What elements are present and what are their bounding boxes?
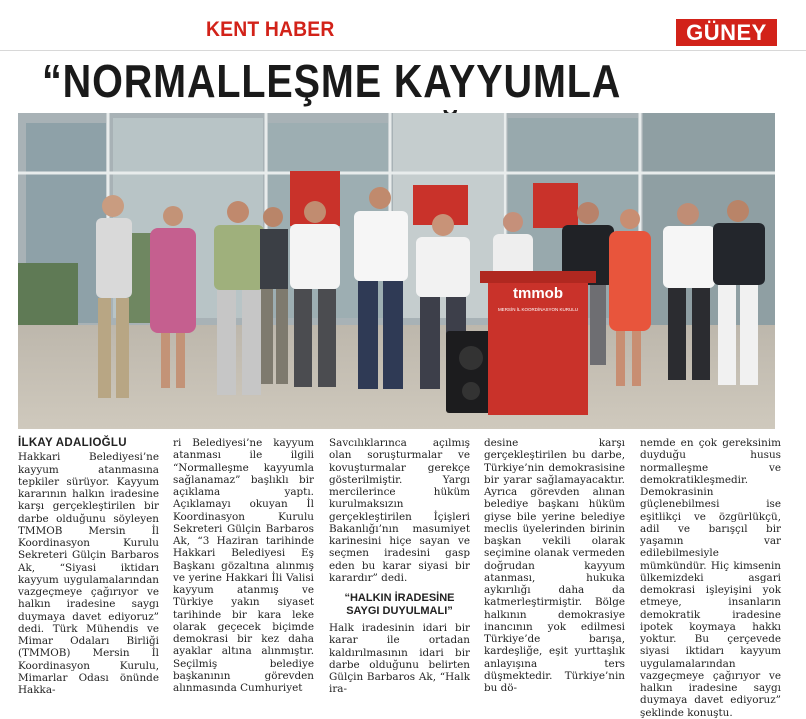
column-2-text: ri Belediyesi’ne kayyum atanması ile ilgili “Normalleşme kayyumla sağlanamaz” başlıklı bir açıklama yaptı. Açıklamayı okuyan İl Koordinasyon Kurulu Sekreteri Gülçin Barbaros Ak, “3 Haziran tarihinde Hakkari Belediyesi Eş Başkanı gözaltına alınmış ve yerine Hakkari İli Valisi kayyum atanmış ve Türkiye yakın siyaset tarihinde bir kara leke olarak geçecek biçimde demokrasi bir kez daha ayaklar altına alınmıştır. Seçilmiş belediye başkanının görevden alınmasında Cumhuriyet xyxy=(173,437,314,694)
headline-line-1: “NORMALLEŞME KAYYUMLA xyxy=(42,55,622,107)
tmmob-podium xyxy=(480,271,596,415)
article-column-2 xyxy=(173,437,314,694)
article-column-1 xyxy=(18,437,159,696)
column-5-text: nemde en çok gereksinim duyduğu husus normalleşme ve demokratikleşmedir. Demokrasinin güçlenebilmesi ise eşitlikçi ve özgürlükçü, adil ve barışçıl bir yaşamın var edilebilmesiyle mümkündür. Hiç kimsenin ülkemizdeki asgari demokrasi işleyişini yok etmeye, insanların demokratik iradesine ipotek koymaya hakkı yoktur. Bu çerçevede siyasi iktidarı kayyum uygulamalarından vazgeçmeye çağırıyor ve halkın iradesine saygı duymaya davet ediyoruz” şeklinde konuştu. xyxy=(640,437,781,719)
byline: İLKAY ADALIOĞLU xyxy=(18,437,127,449)
press-statement-photo xyxy=(18,113,775,429)
column-3b-text: Halk iradesinin idari bir karar ile ortadan kaldırılmasının idari bir darbe olduğunu belirten Gülçin Barbaros Ak, “Halk ira- xyxy=(329,622,470,696)
column-1-text: Hakkari Belediyesi’ne kayyum atanmasına tepkiler sürüyor. Kayyum kararının halkın iradesine karşı gerçekleştirilen bir darbe olduğunu söyleyen TMMOB Mersin İl Koordinasyon Kurulu Sekreteri Gülçin Barbaros Ak, “Siyasi iktidarı kayyum uygulamalarından vazgeçmeye çağırıyor ve halkın iradesine saygı duymaya davet ediyoruz” dedi. Türk Mühendis ve Mimar Odaları Birliği (TMMOB) Mersin İl Koordinasyon Kurulu, Mimarlar Odası önünde Hakka- xyxy=(18,451,159,696)
column-4-text: desine karşı gerçekleştirilen bu darbe, Türkiye’nin demokrasisine bir yarar sağlamayacaktır. Ayrıca görevden alınan belediye başkanı hüküm giyse bile yerine belediye meclis üyelerinden birinin başkan vekili olarak seçimine olanak vermeden doğrudan kayyum atanması, hukuka aykırılığı daha da katmerleştirmiştir. Bölge halkının demokrasiye inancının yok edilmesi Türkiye’de barışa, kardeşliğe, eşit yurttaşlık anlayışına ters düşmektedir. Türkiye’nin bu dö- xyxy=(484,437,625,694)
banner-subtext: MERSİN İL KOORDİNASYON KURULU xyxy=(497,307,579,312)
column-3a-text: Savcılıklarınca açılmış olan soruşturmalar ve kovuşturmalar gerekçe gösterilmiştir. Yargı mercilerince hüküm kurulmaksızın gerçekleştirilen İçişleri Bakanlığı’nın masumiyet karinesini hiçe sayan ve seçmen iradesini gasp eden bu karar siyasi bir karardır” dedi. xyxy=(329,437,470,584)
section-label: KENT HABER xyxy=(206,18,335,41)
subheading: “HALKIN İRADESİNE SAYGI DUYULMALI” xyxy=(344,592,455,617)
article-column-3 xyxy=(329,437,470,696)
article-column-4 xyxy=(484,437,625,694)
article-body xyxy=(18,437,788,719)
banner-logo-text: tmmob xyxy=(513,285,563,302)
article-column-5 xyxy=(640,437,781,719)
masthead xyxy=(0,0,806,51)
newspaper-logo: GÜNEY xyxy=(676,19,777,46)
news-photo xyxy=(18,113,775,429)
